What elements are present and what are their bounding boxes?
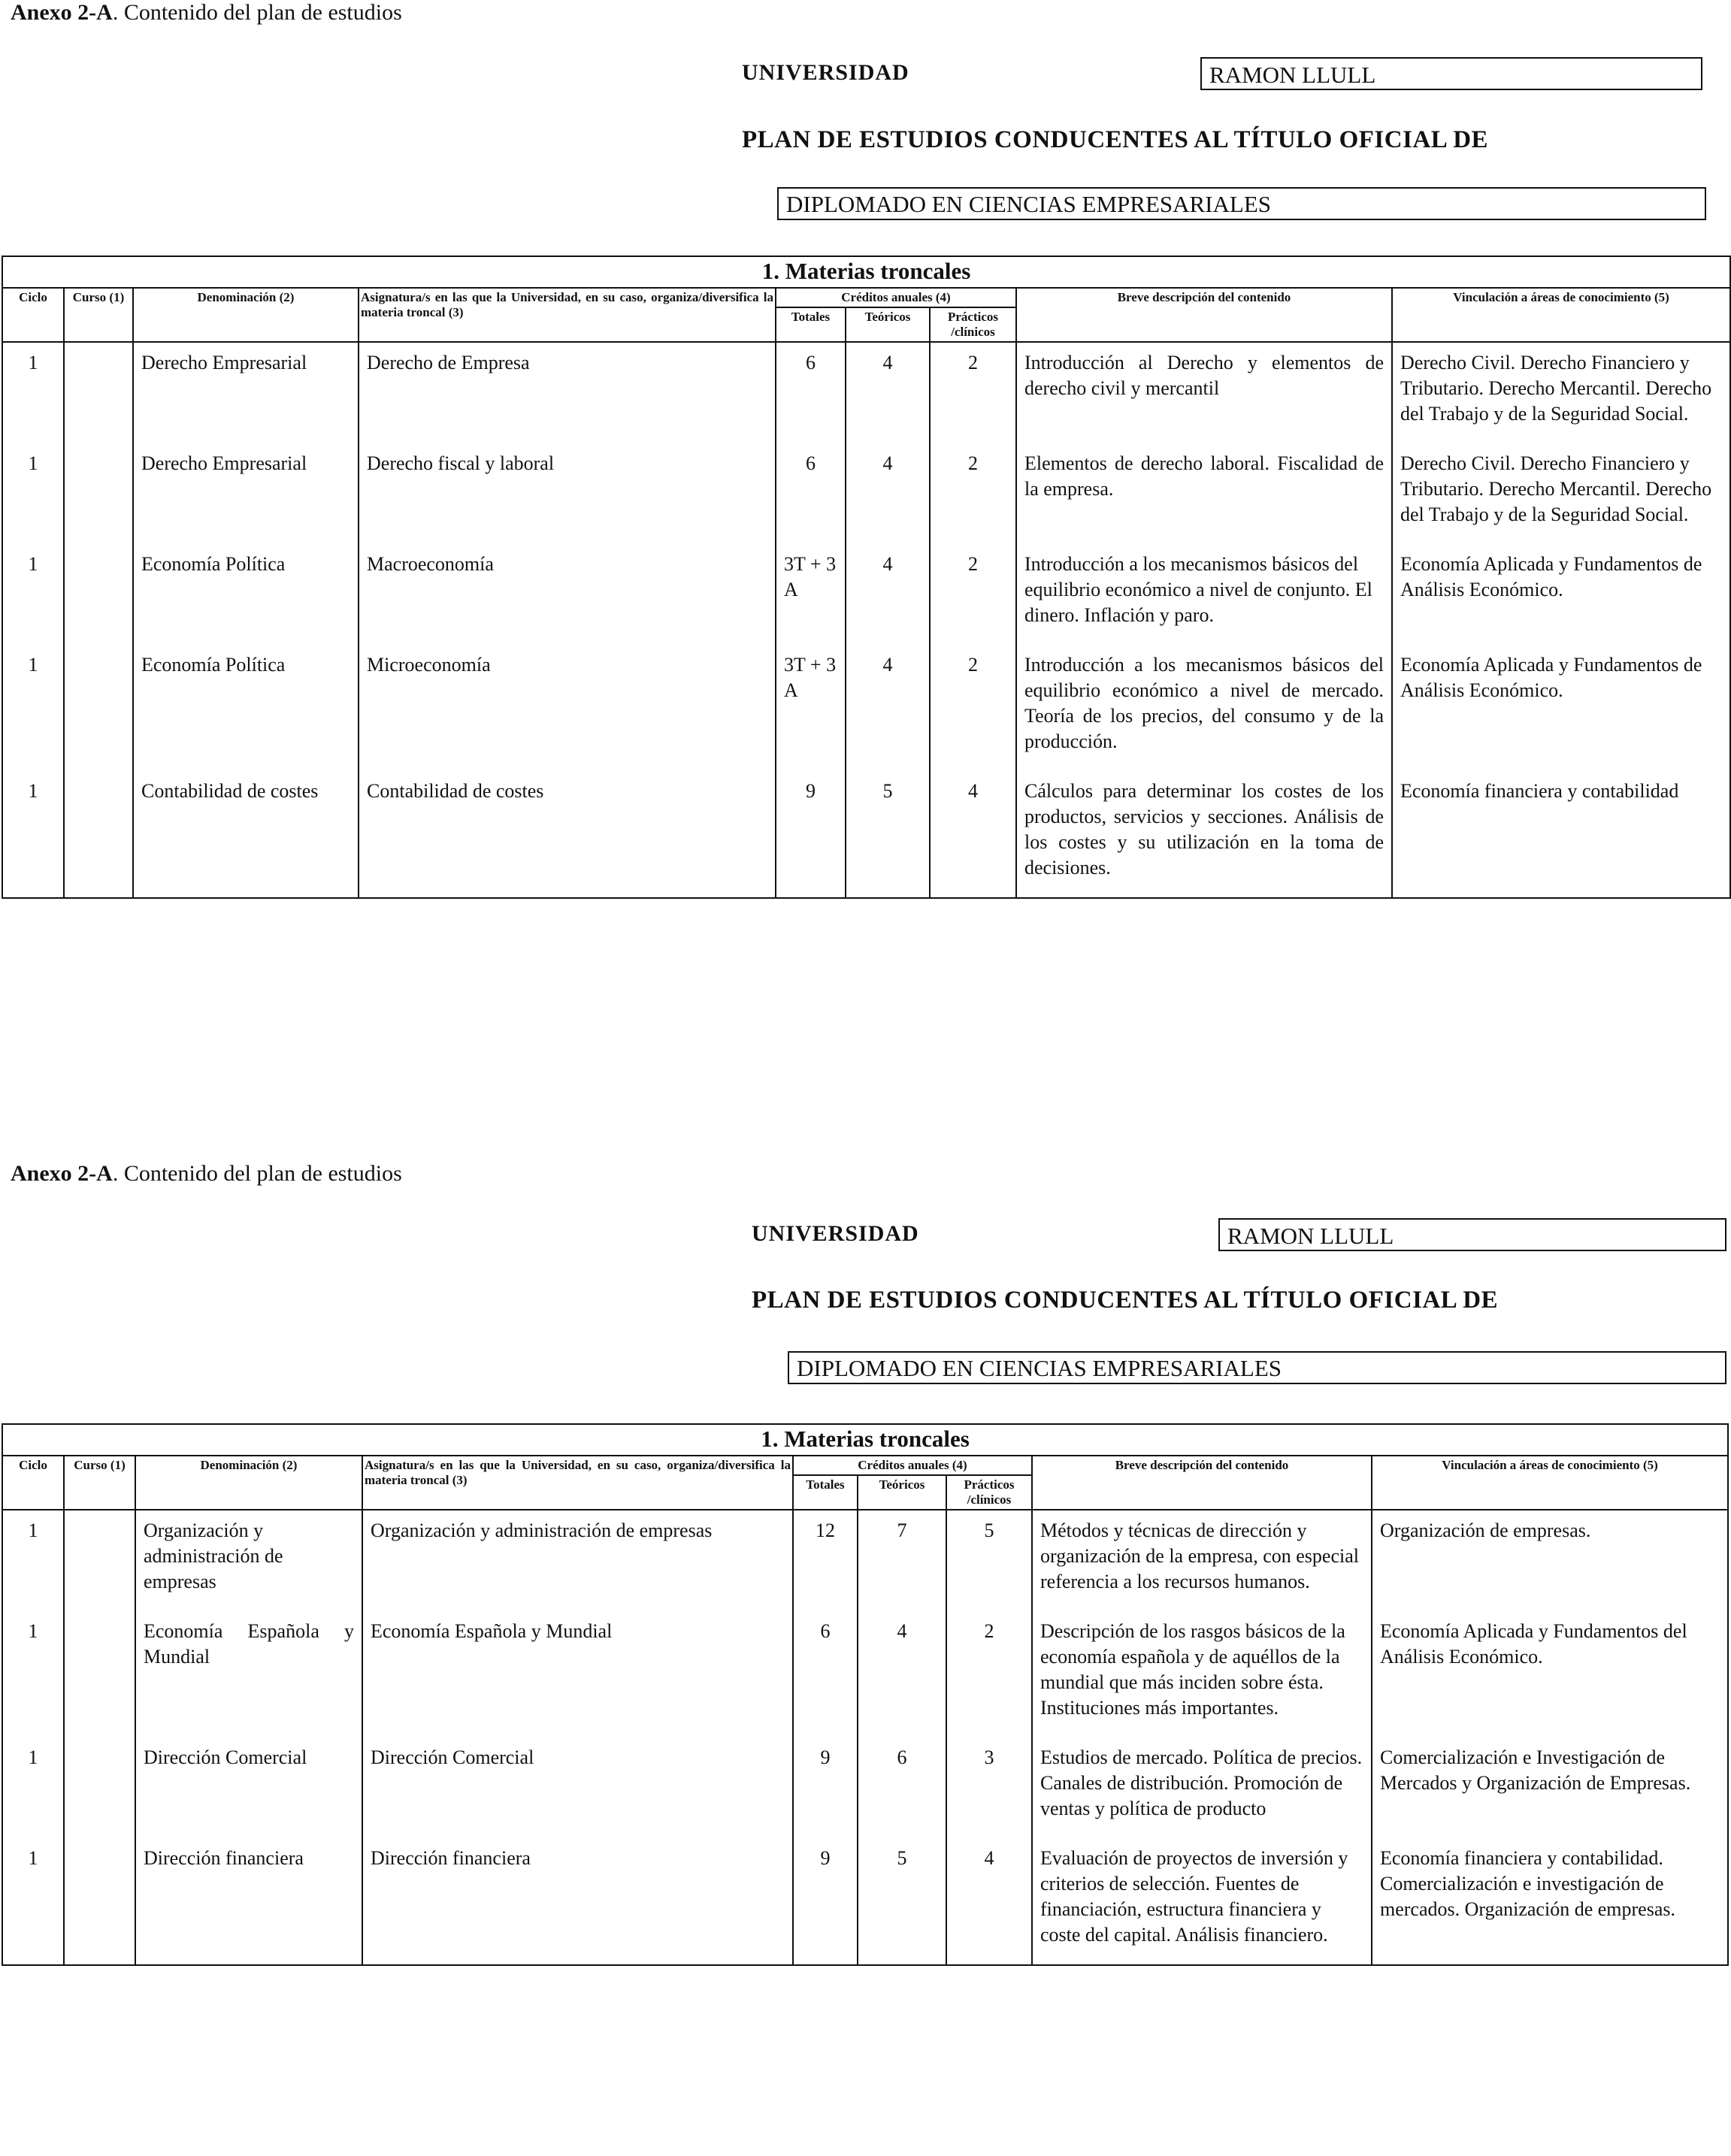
annex-heading: Anexo 2-A. Contenido del plan de estudios (11, 0, 402, 25)
annex-heading: Anexo 2-A. Contenido del plan de estudios (11, 1161, 402, 1186)
header-curso: Curso (1) (64, 288, 133, 342)
cell-ciclo: 1 (2, 645, 64, 771)
cell-teoricos: 4 (846, 342, 930, 443)
materias-troncales-table (2, 256, 1731, 899)
cell-curso (64, 1510, 135, 1611)
universidad-value-box: RAMON LLULL (1218, 1218, 1726, 1251)
table-row (2, 342, 1730, 443)
cell-vinculacion: Derecho Civil. Derecho Financiero y Tributario. Derecho Mercantil. Derecho del Trabajo y de la Seguridad Social. (1392, 342, 1730, 443)
table-row (2, 443, 1730, 544)
cell-vinculacion: Economía Aplicada y Fundamentos de Análisis Económico. (1392, 544, 1730, 645)
cell-practicos: 3 (946, 1737, 1032, 1838)
cell-denominacion: Derecho Empresarial (133, 342, 359, 443)
universidad-value-box: RAMON LLULL (1200, 57, 1702, 90)
cell-totales: 12 (793, 1510, 858, 1611)
cell-vinculacion: Economía financiera y contabilidad (1392, 771, 1730, 898)
cell-ciclo: 1 (2, 1611, 64, 1737)
header-vinculacion: Vinculación a áreas de conocimiento (5) (1372, 1456, 1728, 1510)
cell-teoricos: 4 (858, 1611, 946, 1737)
cell-teoricos: 6 (858, 1737, 946, 1838)
table-row (2, 645, 1730, 771)
cell-totales: 9 (793, 1737, 858, 1838)
cell-vinculacion: Comercialización e Investigación de Mercados y Organización de Empresas. (1372, 1737, 1728, 1838)
cell-vinculacion: Economía Aplicada y Fundamentos del Análisis Económico. (1372, 1611, 1728, 1737)
plan-title: PLAN DE ESTUDIOS CONDUCENTES AL TÍTULO OFICIAL DE (752, 1287, 1499, 1314)
table-row (2, 1838, 1728, 1965)
cell-descripcion: Elementos de derecho laboral. Fiscalidad de la empresa. (1016, 443, 1392, 544)
header-practicos: Prácticos /clínicos (930, 307, 1016, 342)
cell-descripcion: Introducción a los mecanismos básicos del equilibrio económico a nivel de conjunto. El dinero. Inflación y paro. (1016, 544, 1392, 645)
cell-teoricos: 4 (846, 645, 930, 771)
cell-descripcion: Evaluación de proyectos de inversión y criterios de selección. Fuentes de financiación, estructura financiera y coste del capital. Análisis financiero. (1032, 1838, 1372, 1965)
header-creditos: Créditos anuales (4) (793, 1456, 1032, 1475)
cell-denominacion: Economía Política (133, 544, 359, 645)
materias-troncales-table (2, 1423, 1729, 1966)
cell-totales: 6 (776, 342, 846, 443)
plan-title: PLAN DE ESTUDIOS CONDUCENTES AL TÍTULO OFICIAL DE (742, 126, 1489, 153)
cell-asignatura: Derecho de Empresa (359, 342, 776, 443)
cell-curso (64, 771, 133, 898)
header-teoricos: Teóricos (846, 307, 930, 342)
cell-practicos: 4 (930, 771, 1016, 898)
header-asignatura: Asignatura/s en las que la Universidad, en su caso, organiza/diversifica la materia troncal (3) (359, 288, 776, 342)
cell-curso (64, 443, 133, 544)
header-denominacion: Denominación (2) (135, 1456, 362, 1510)
cell-totales: 6 (793, 1611, 858, 1737)
table-row (2, 1510, 1728, 1611)
cell-curso (64, 1838, 135, 1965)
cell-vinculacion: Derecho Civil. Derecho Financiero y Tributario. Derecho Mercantil. Derecho del Trabajo y de la Seguridad Social. (1392, 443, 1730, 544)
header-teoricos: Teóricos (858, 1475, 946, 1510)
cell-descripcion: Introducción al Derecho y elementos de derecho civil y mercantil (1016, 342, 1392, 443)
header-creditos: Créditos anuales (4) (776, 288, 1016, 307)
cell-asignatura: Dirección Comercial (362, 1737, 793, 1838)
section-title: 1. Materias troncales (2, 1424, 1728, 1456)
table-row (2, 1737, 1728, 1838)
degree-box: DIPLOMADO EN CIENCIAS EMPRESARIALES (788, 1351, 1726, 1384)
cell-asignatura: Economía Española y Mundial (362, 1611, 793, 1737)
header-totales: Totales (776, 307, 846, 342)
cell-practicos: 2 (946, 1611, 1032, 1737)
cell-ciclo: 1 (2, 771, 64, 898)
cell-totales: 3T + 3 A (776, 544, 846, 645)
cell-asignatura: Contabilidad de costes (359, 771, 776, 898)
cell-curso (64, 645, 133, 771)
cell-asignatura: Microeconomía (359, 645, 776, 771)
cell-ciclo: 1 (2, 544, 64, 645)
cell-ciclo: 1 (2, 1737, 64, 1838)
cell-vinculacion: Organización de empresas. (1372, 1510, 1728, 1611)
cell-denominacion: Contabilidad de costes (133, 771, 359, 898)
cell-curso (64, 1611, 135, 1737)
cell-totales: 9 (793, 1838, 858, 1965)
cell-descripcion: Descripción de los rasgos básicos de la economía española y de aquéllos de la mundial que más inciden sobre ésta. Instituciones más importantes. (1032, 1611, 1372, 1737)
cell-totales: 9 (776, 771, 846, 898)
header-ciclo: Ciclo (2, 1456, 64, 1510)
cell-curso (64, 1737, 135, 1838)
header-descripcion: Breve descripción del contenido (1032, 1456, 1372, 1510)
header-curso: Curso (1) (64, 1456, 135, 1510)
cell-practicos: 2 (930, 342, 1016, 443)
cell-asignatura: Dirección financiera (362, 1838, 793, 1965)
table-row (2, 1611, 1728, 1737)
cell-teoricos: 5 (846, 771, 930, 898)
cell-vinculacion: Economía financiera y contabilidad. Comercialización e investigación de mercados. Organización de empresas. (1372, 1838, 1728, 1965)
cell-descripcion: Introducción a los mecanismos básicos del equilibrio económico a nivel de mercado. Teoría de los precios, del consumo y de la producción. (1016, 645, 1392, 771)
table-row (2, 544, 1730, 645)
cell-teoricos: 4 (846, 443, 930, 544)
table-row (2, 771, 1730, 898)
cell-descripcion: Métodos y técnicas de dirección y organización de la empresa, con especial referencia a los recursos humanos. (1032, 1510, 1372, 1611)
header-denominacion: Denominación (2) (133, 288, 359, 342)
cell-denominacion: Dirección financiera (135, 1838, 362, 1965)
cell-denominacion: Dirección Comercial (135, 1737, 362, 1838)
header-descripcion: Breve descripción del contenido (1016, 288, 1392, 342)
cell-asignatura: Macroeconomía (359, 544, 776, 645)
cell-vinculacion: Economía Aplicada y Fundamentos de Análisis Económico. (1392, 645, 1730, 771)
cell-practicos: 2 (930, 443, 1016, 544)
cell-totales: 3T + 3 A (776, 645, 846, 771)
cell-denominacion: Derecho Empresarial (133, 443, 359, 544)
cell-denominacion: Organización y administración de empresas (135, 1510, 362, 1611)
header-ciclo: Ciclo (2, 288, 64, 342)
cell-teoricos: 5 (858, 1838, 946, 1965)
cell-ciclo: 1 (2, 1510, 64, 1611)
cell-teoricos: 4 (846, 544, 930, 645)
cell-practicos: 4 (946, 1838, 1032, 1965)
cell-denominacion: Economía Española y Mundial (135, 1611, 362, 1737)
universidad-label: UNIVERSIDAD (742, 60, 909, 85)
header-vinculacion: Vinculación a áreas de conocimiento (5) (1392, 288, 1730, 342)
cell-practicos: 2 (930, 544, 1016, 645)
cell-asignatura: Derecho fiscal y laboral (359, 443, 776, 544)
header-asignatura: Asignatura/s en las que la Universidad, en su caso, organiza/diversifica la materia troncal (3) (362, 1456, 793, 1510)
cell-curso (64, 342, 133, 443)
cell-curso (64, 544, 133, 645)
degree-box: DIPLOMADO EN CIENCIAS EMPRESARIALES (777, 187, 1706, 220)
cell-descripcion: Cálculos para determinar los costes de los productos, servicios y secciones. Análisis de los costes y su utilización en la toma de decisiones. (1016, 771, 1392, 898)
cell-ciclo: 1 (2, 342, 64, 443)
cell-teoricos: 7 (858, 1510, 946, 1611)
cell-descripcion: Estudios de mercado. Política de precios. Canales de distribución. Promoción de ventas y política de producto (1032, 1737, 1372, 1838)
section-title: 1. Materias troncales (2, 256, 1730, 288)
universidad-label: UNIVERSIDAD (752, 1221, 919, 1246)
cell-ciclo: 1 (2, 443, 64, 544)
cell-denominacion: Economía Política (133, 645, 359, 771)
cell-practicos: 5 (946, 1510, 1032, 1611)
header-totales: Totales (793, 1475, 858, 1510)
cell-asignatura: Organización y administración de empresas (362, 1510, 793, 1611)
header-practicos: Prácticos /clínicos (946, 1475, 1032, 1510)
cell-ciclo: 1 (2, 1838, 64, 1965)
cell-totales: 6 (776, 443, 846, 544)
cell-practicos: 2 (930, 645, 1016, 771)
